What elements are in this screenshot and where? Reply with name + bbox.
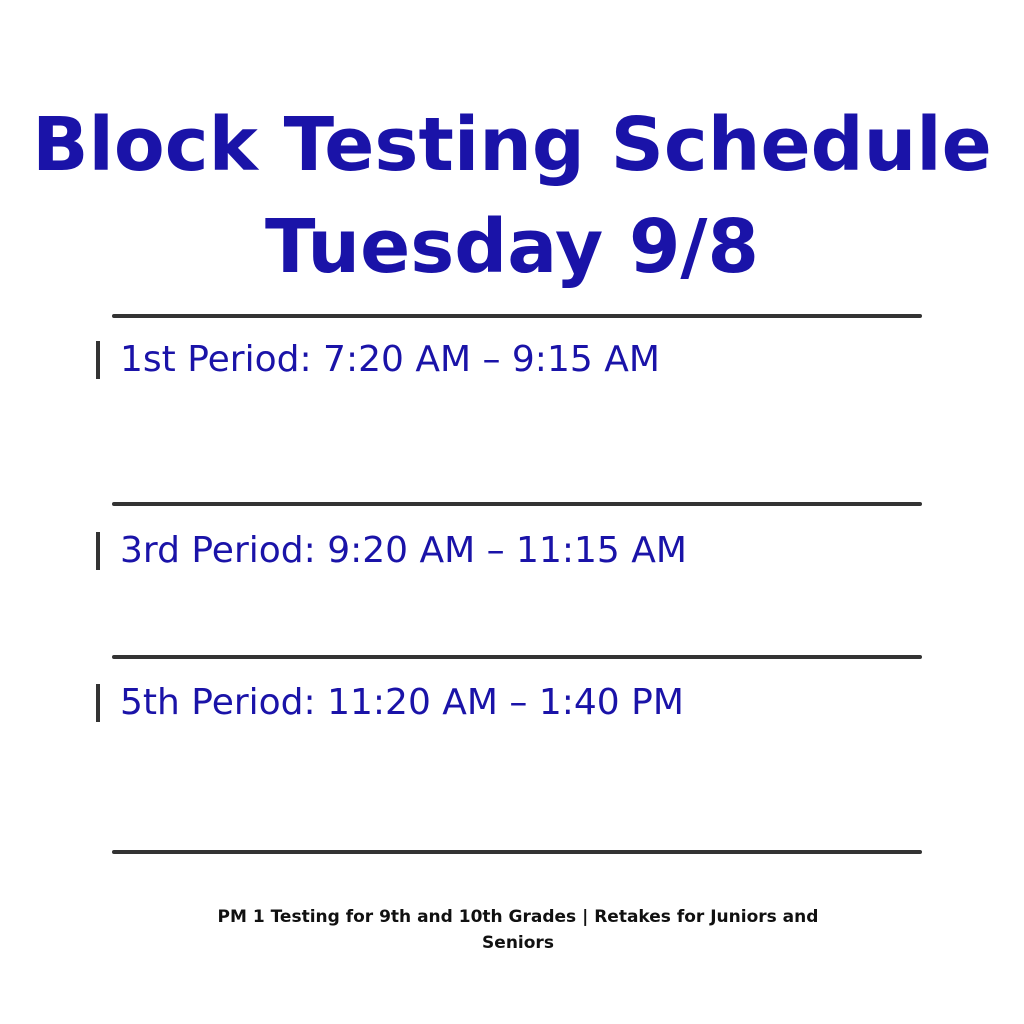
title-line-1: Block Testing Schedule [32, 102, 992, 188]
period-1st: 1st Period: 7:20 AM – 9:15 AM [120, 339, 660, 380]
period-marker-3 [96, 532, 100, 570]
divider-bottom [112, 850, 922, 854]
divider-1 [112, 502, 922, 506]
title-line-2: Tuesday 9/8 [265, 204, 759, 290]
period-marker-5 [96, 684, 100, 722]
period-3rd: 3rd Period: 9:20 AM – 11:15 AM [120, 530, 687, 571]
period-5th: 5th Period: 11:20 AM – 1:40 PM [120, 682, 684, 723]
footer-note: PM 1 Testing for 9th and 10th Grades | Retakes for Juniors and Seniors [217, 907, 819, 953]
period-marker-1 [96, 341, 100, 379]
divider-2 [112, 655, 922, 659]
divider-top [112, 314, 922, 318]
